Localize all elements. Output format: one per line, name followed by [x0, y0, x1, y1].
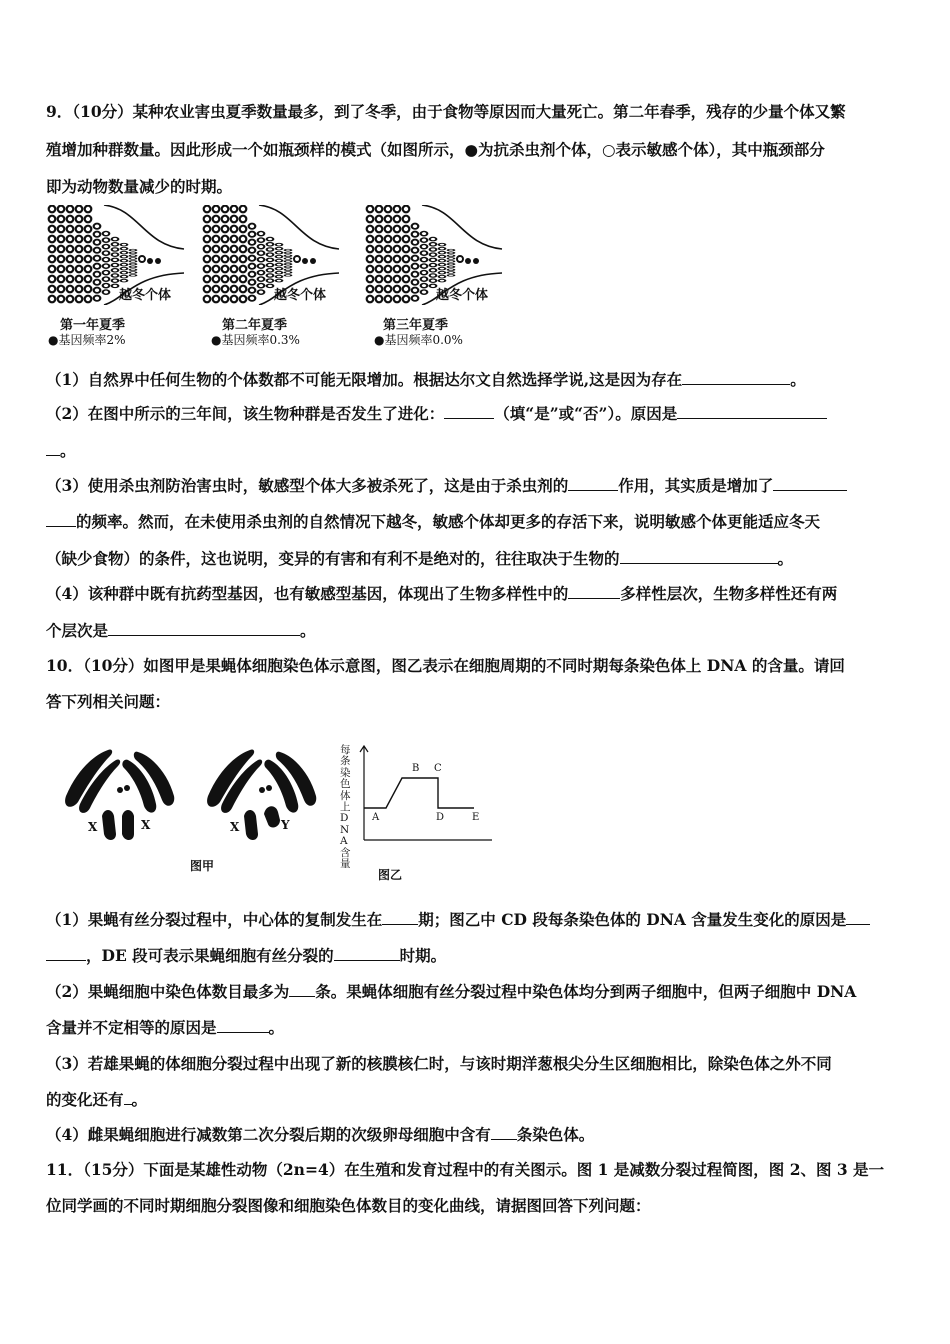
answer-blank[interactable]: [217, 1018, 269, 1033]
answer-blank[interactable]: [568, 476, 618, 491]
answer-blank[interactable]: [677, 404, 827, 419]
q9-part3a: （3）使用杀虫剂防治害虫时，敏感型个体大多被杀死了，这是由于杀虫剂的 作用，其实质是增加了: [46, 476, 847, 496]
answer-blank[interactable]: [46, 946, 86, 961]
q10-part1b: ，DE 段可表示果蝇细胞有丝分裂的 时期。: [46, 946, 446, 966]
fig-jia-caption: 图甲: [190, 859, 215, 873]
point-a: A: [372, 812, 380, 823]
panel1-freq: ●基因频率2%: [48, 333, 126, 347]
answer-blank[interactable]: [568, 584, 620, 599]
panel3-winter-label: 越冬个体: [436, 288, 489, 303]
answer-blank[interactable]: [46, 441, 60, 456]
q9-stem-line3: 即为动物数量减少的时期。: [46, 177, 233, 196]
q10-part2a: （2）果蝇细胞中染色体数目最多为 条。果蝇体细胞有丝分裂过程中染色体均分到两子细胞中，但两子细胞中 DNA: [46, 982, 857, 1001]
q9-part1: （1）自然界中任何生物的个体数都不可能无限增加。根据达尔文自然选择学说,这是因为存在 。: [46, 370, 806, 389]
q9-stem-line1: 9．（10分）某种农业害虫夏季数量最多，到了冬季，由于食物等原因而大量死亡。第二年春季，残存的少量个体又繁: [46, 102, 846, 121]
answer-blank[interactable]: [46, 512, 76, 527]
answer-blank[interactable]: [620, 549, 778, 564]
panel2-winter-label: 越冬个体: [274, 288, 327, 303]
female-karyotype: [65, 749, 174, 840]
answer-blank[interactable]: [846, 910, 870, 925]
answer-blank[interactable]: [444, 404, 494, 419]
answer-blank[interactable]: [108, 621, 300, 636]
dna-content-chart: [356, 744, 496, 854]
q9-part2: （2）在图中所示的三年间，该生物种群是否发生了进化： （填“是”或“否”）。原因是: [46, 404, 827, 424]
answer-blank[interactable]: [289, 982, 315, 997]
chrom-label-x3: X: [230, 820, 240, 834]
q9-part3b: 的频率。然而，在未使用杀虫剂的自然情况下越冬，敏感个体却更多的存活下来，说明敏感个体更能适应冬天: [46, 512, 820, 532]
chrom-label-y: Y: [281, 818, 290, 832]
q10-part2b: 含量并不定相等的原因是 。: [46, 1018, 285, 1037]
panel1-season: 第一年夏季: [60, 318, 126, 333]
q10-part4: （4）雌果蝇细胞进行减数第二次分裂后期的次级卵母细胞中含有 条染色体。: [46, 1125, 595, 1144]
fig-yi-ylabel: 每条染色体上DNA含量: [340, 744, 351, 871]
q10-part3a: （3）若雄果蝇的体细胞分裂过程中出现了新的核膜核仁时，与该时期洋葱根尖分生区细胞相比，除染色体之外不同: [46, 1054, 832, 1073]
q10-part3b: 的变化还有 。: [46, 1090, 148, 1109]
answer-blank[interactable]: [773, 476, 847, 491]
panel3-season: 第三年夏季: [383, 318, 449, 333]
q9-part4a: （4）该种群中既有抗药型基因，也有敏感型基因，体现出了生物多样性中的 多样性层次，生物多样性还有两: [46, 584, 838, 603]
male-karyotype: [207, 749, 316, 840]
answer-blank[interactable]: [382, 910, 418, 925]
q9-stem-line2: 殖增加种群数量。因此形成一个如瓶颈样的模式（如图所示，●为抗杀虫剂个体，○表示敏感个体），其中瓶颈部分: [46, 140, 825, 159]
chrom-label-x2: X: [141, 818, 151, 832]
panel2-season: 第二年夏季: [222, 318, 288, 333]
panel3-freq: ●基因频率0.0%: [374, 333, 463, 347]
panel1-winter-label: 越冬个体: [119, 288, 172, 303]
fig-yi-caption: 图乙: [378, 868, 403, 882]
point-b: B: [412, 763, 420, 774]
q10-stem-line1: 10．（10分）如图甲是果蝇体细胞染色体示意图，图乙表示在细胞周期的不同时期每条染色体上 DNA 的含量。请回: [46, 656, 845, 675]
q11-stem-line2: 位同学画的不同时期细胞分裂图像和细胞染色体数目的变化曲线，请据图回答下列问题：: [46, 1196, 651, 1215]
q9-part3c: （缺少食物）的条件，这也说明，变异的有害和有利不是绝对的，往往取决于生物的 。: [46, 549, 794, 568]
answer-blank[interactable]: [491, 1125, 517, 1140]
point-e: E: [472, 812, 480, 823]
answer-blank[interactable]: [124, 1090, 132, 1105]
q11-stem-line1: 11．（15分）下面是某雄性动物（2n=4）在生殖和发育过程中的有关图示。图 1 是减数分裂过程简图，图 2、图 3 是一: [46, 1160, 885, 1179]
q9-part4b: 个层次是 。: [46, 621, 316, 640]
q10-stem-line2: 答下列相关问题：: [46, 692, 171, 711]
chrom-label-x1: X: [88, 820, 98, 834]
point-c: C: [434, 763, 442, 774]
point-d: D: [436, 812, 445, 823]
dna-content-curve: [364, 778, 474, 808]
answer-blank[interactable]: [682, 370, 790, 385]
q9-part2-cont: 。: [46, 441, 76, 461]
answer-blank[interactable]: [334, 946, 400, 961]
panel2-freq: ●基因频率0.3%: [211, 333, 300, 347]
q10-part1a: （1）果蝇有丝分裂过程中，中心体的复制发生在 期；图乙中 CD 段每条染色体的 DNA 含量发生变化的原因是: [46, 910, 870, 930]
